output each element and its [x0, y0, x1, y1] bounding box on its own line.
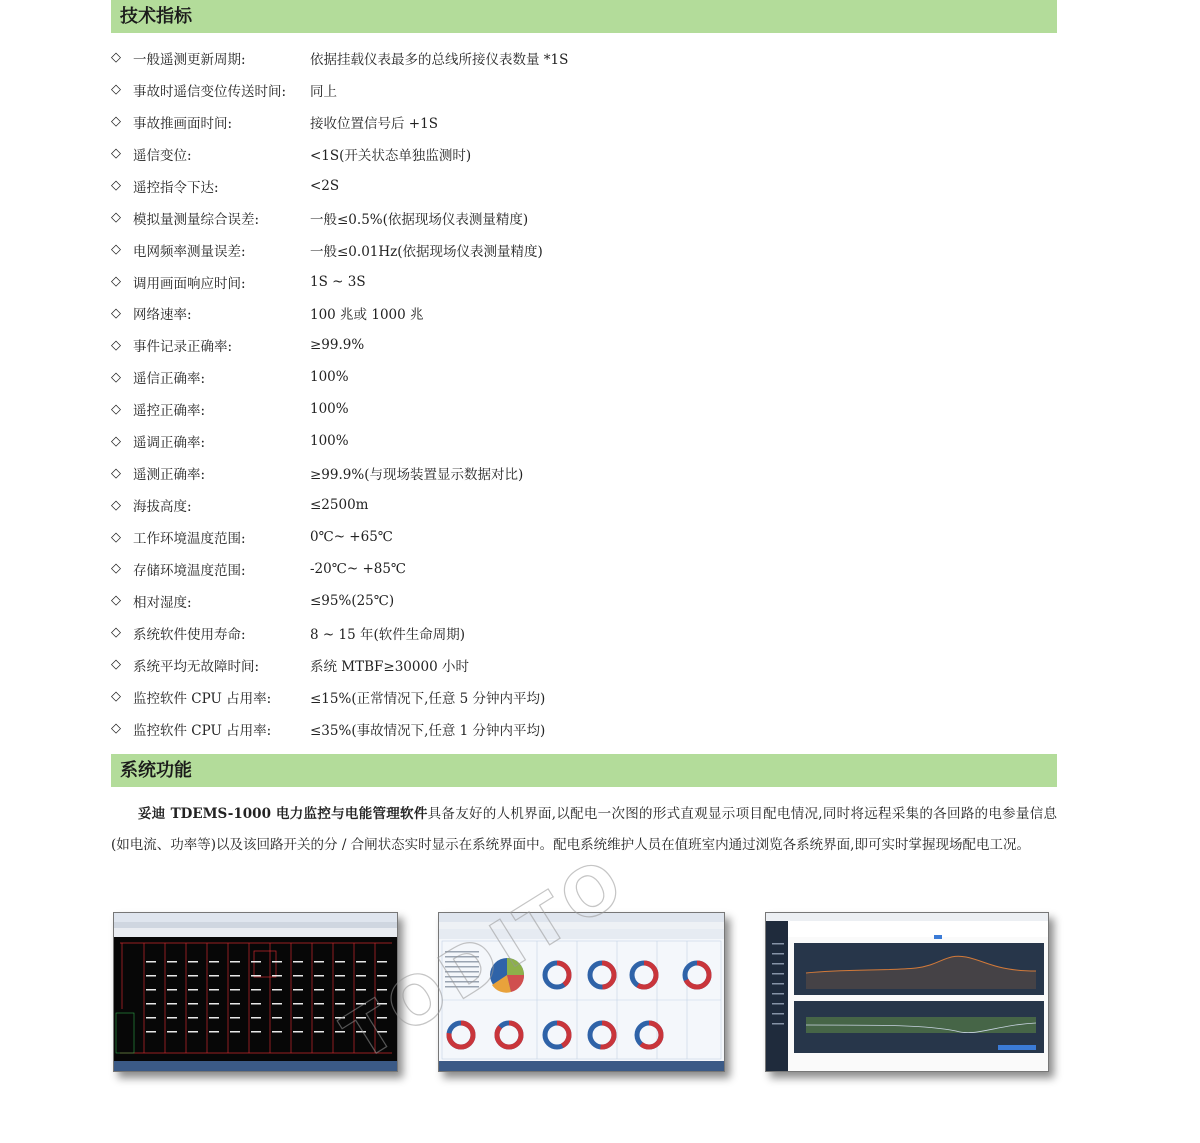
spec-value: ≤95%(25℃) [310, 592, 395, 609]
spec-label: 遥信正确率: [133, 371, 206, 388]
spec-label: 事故推画面时间: [133, 115, 233, 132]
spec-value: 依据挂载仪表最多的总线所接仪表数量 *1S [310, 51, 569, 68]
single-line-diagram-screenshot [113, 912, 398, 1072]
spec-label: 事故时遥信变位传送时间: [133, 83, 287, 100]
spec-row [111, 106, 1057, 138]
spec-value: 一般≤0.01Hz(依据现场仪表测量精度) [310, 243, 543, 260]
spec-label: 遥控正确率: [133, 403, 206, 420]
spec-value: <2S [310, 177, 340, 194]
spec-row [111, 234, 1057, 266]
spec-label: 遥信变位: [133, 147, 192, 164]
diamond-bullet-icon: ◇ [111, 497, 121, 513]
spec-row [111, 393, 1057, 425]
diamond-bullet-icon: ◇ [111, 274, 121, 290]
spec-label: 电网频率测量误差: [133, 243, 246, 260]
trend-curve-screenshot [765, 912, 1049, 1072]
spec-value: ≥99.9% [310, 337, 365, 354]
spec-row [111, 521, 1057, 553]
spec-row [111, 649, 1057, 681]
trend-curve-image [766, 913, 1048, 1071]
diamond-bullet-icon: ◇ [111, 210, 121, 226]
donut-dashboard-screenshot [438, 912, 725, 1072]
diamond-bullet-icon: ◇ [111, 82, 121, 98]
spec-row [111, 361, 1057, 393]
spec-value: 100 兆或 1000 兆 [310, 307, 424, 324]
spec-row [111, 713, 1057, 745]
spec-value: 同上 [310, 83, 337, 100]
section-title: 技术指标 [120, 6, 192, 27]
spec-row [111, 329, 1057, 361]
spec-label: 海拔高度: [133, 499, 192, 516]
spec-label: 工作环境温度范围: [133, 531, 246, 548]
spec-row [111, 425, 1057, 457]
spec-label: 监控软件 CPU 占用率: [133, 722, 272, 739]
spec-value: ≤2500m [310, 497, 369, 514]
diamond-bullet-icon: ◇ [111, 657, 121, 673]
spec-value: ≤35%(事故情况下,任意 1 分钟内平均) [310, 722, 546, 739]
spec-label: 监控软件 CPU 占用率: [133, 690, 272, 707]
spec-label: 遥控指令下达: [133, 179, 219, 196]
spec-value: ≥99.9%(与现场装置显示数据对比) [310, 467, 524, 484]
spec-value: 接收位置信号后 +1S [310, 115, 438, 132]
intro-text: 具备友好的人机界面,以配电一次图的形式直观显示项目配电情况,同时将远程采集的各回路的电参量信息(如电流、功率等)以及该回路开关的分 / 合闸状态实时显示在系统界面中。配电系统维护人员在值班室内通过浏览各系统界面,即可实时掌握现场配电工况。 [111, 806, 1057, 853]
donut-dashboard-image [439, 913, 724, 1071]
diamond-bullet-icon: ◇ [111, 369, 121, 385]
spec-row [111, 266, 1057, 298]
single-line-diagram-image [114, 913, 397, 1071]
diamond-bullet-icon: ◇ [111, 337, 121, 353]
spec-value: 100% [310, 433, 349, 450]
section-header-system-functions [111, 754, 1057, 787]
spec-value: 一般≤0.5%(依据现场仪表测量精度) [310, 211, 529, 228]
spec-value: 8 ~ 15 年(软件生命周期) [310, 626, 465, 643]
spec-row [111, 298, 1057, 330]
section-title: 系统功能 [120, 760, 192, 781]
spec-label: 存储环境温度范围: [133, 562, 246, 579]
spec-row [111, 170, 1057, 202]
spec-row [111, 553, 1057, 585]
spec-row [111, 681, 1057, 713]
diamond-bullet-icon: ◇ [111, 561, 121, 577]
section-header-tech-specs [111, 0, 1057, 33]
spec-value: 100% [310, 401, 349, 418]
spec-row [111, 138, 1057, 170]
spec-label: 遥调正确率: [133, 435, 206, 452]
product-name: 妥迪 TDEMS-1000 电力监控与电能管理软件 [138, 806, 428, 822]
diamond-bullet-icon: ◇ [111, 146, 121, 162]
spec-row [111, 617, 1057, 649]
diamond-bullet-icon: ◇ [111, 689, 121, 705]
spec-label: 一般遥测更新周期: [133, 51, 246, 68]
diamond-bullet-icon: ◇ [111, 721, 121, 737]
spec-row [111, 42, 1057, 74]
diamond-bullet-icon: ◇ [111, 114, 121, 130]
spec-label: 系统软件使用寿命: [133, 626, 246, 643]
spec-value: <1S(开关状态单独监测时) [310, 147, 472, 164]
diamond-bullet-icon: ◇ [111, 305, 121, 321]
spec-value: 0℃~ +65℃ [310, 529, 393, 546]
spec-row [111, 202, 1057, 234]
spec-row [111, 457, 1057, 489]
spec-row [111, 489, 1057, 521]
spec-value: ≤15%(正常情况下,任意 5 分钟内平均) [310, 690, 546, 707]
spec-label: 模拟量测量综合误差: [133, 211, 260, 228]
diamond-bullet-icon: ◇ [111, 465, 121, 481]
diamond-bullet-icon: ◇ [111, 401, 121, 417]
spec-list [111, 42, 1057, 745]
intro-paragraph [111, 799, 1057, 861]
diamond-bullet-icon: ◇ [111, 50, 121, 66]
spec-row [111, 74, 1057, 106]
diamond-bullet-icon: ◇ [111, 529, 121, 545]
spec-label: 系统平均无故障时间: [133, 658, 260, 675]
diamond-bullet-icon: ◇ [111, 178, 121, 194]
spec-value: 100% [310, 369, 349, 386]
spec-value: -20℃~ +85℃ [310, 560, 407, 577]
spec-value: 1S ~ 3S [310, 273, 366, 290]
spec-label: 相对湿度: [133, 594, 192, 611]
spec-label: 调用画面响应时间: [133, 275, 246, 292]
spec-label: 事件记录正确率: [133, 339, 233, 356]
diamond-bullet-icon: ◇ [111, 242, 121, 258]
diamond-bullet-icon: ◇ [111, 433, 121, 449]
spec-value: 系统 MTBF≥30000 小时 [310, 658, 469, 675]
spec-row [111, 585, 1057, 617]
spec-label: 网络速率: [133, 307, 192, 324]
diamond-bullet-icon: ◇ [111, 593, 121, 609]
diamond-bullet-icon: ◇ [111, 625, 121, 641]
spec-label: 遥测正确率: [133, 467, 206, 484]
